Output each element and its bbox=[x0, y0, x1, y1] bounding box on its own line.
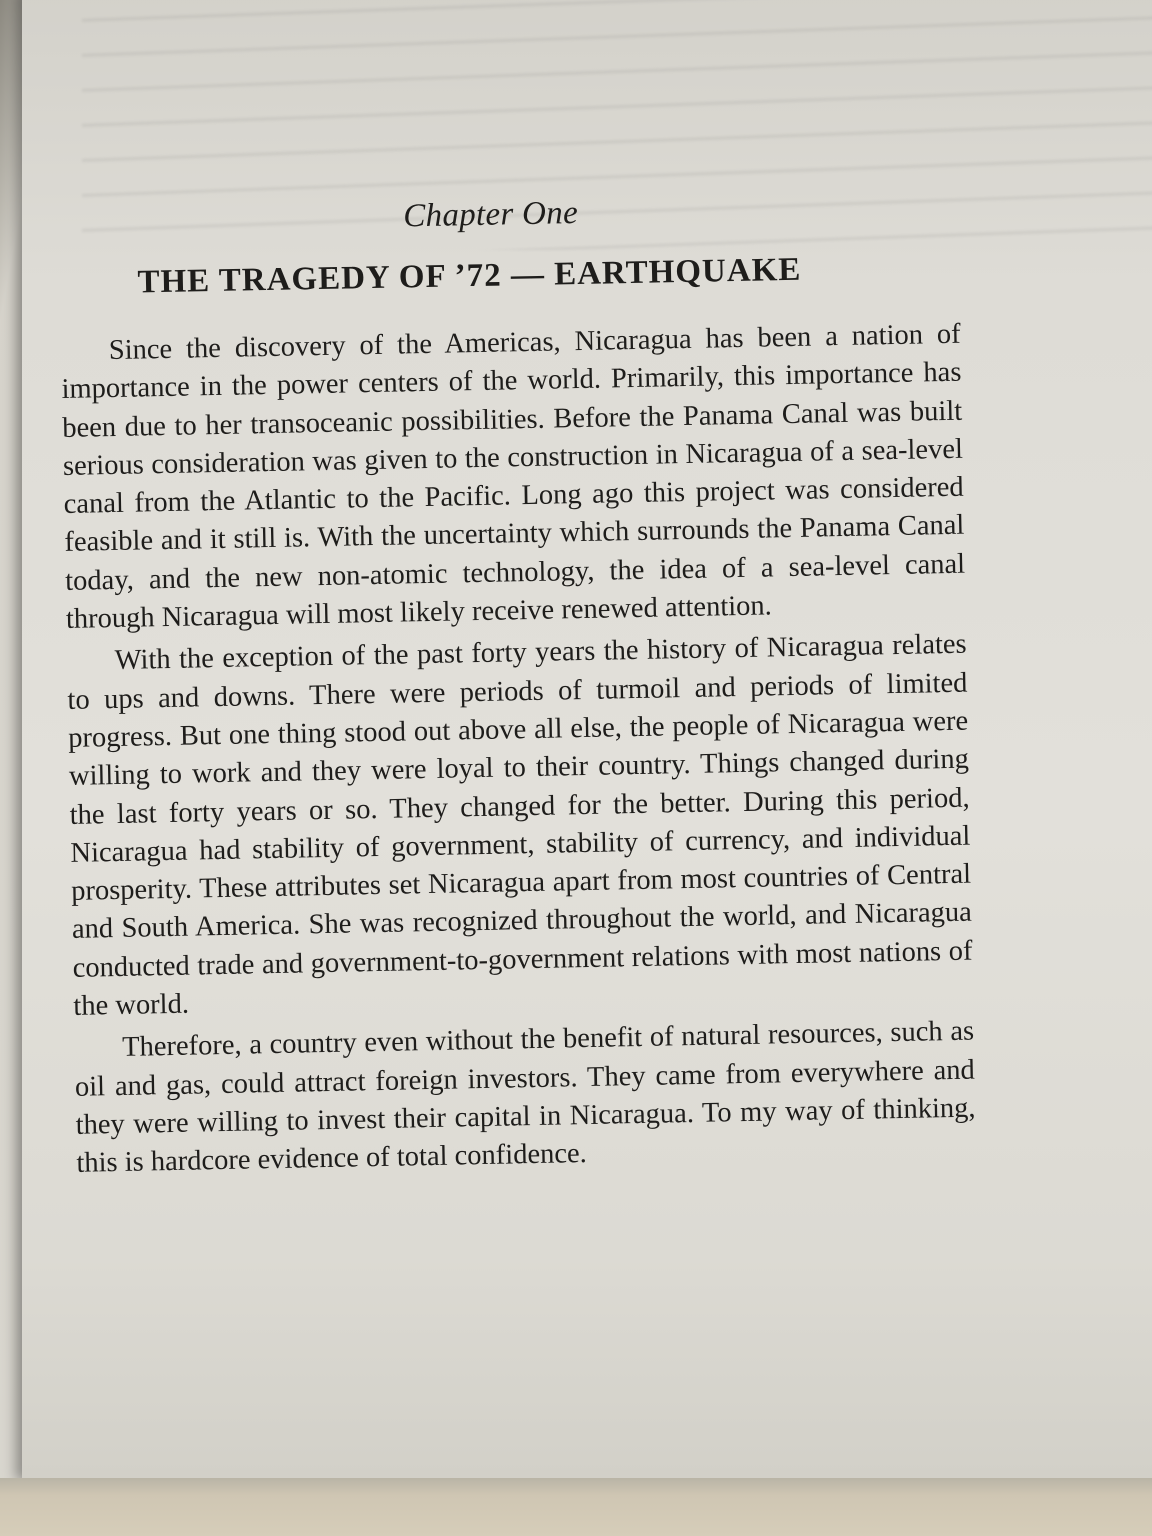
page-text bbox=[58, 188, 977, 1184]
chapter-label: Chapter One bbox=[402, 195, 579, 235]
paragraph-1: Since the discovery of the Americas, Nicaragua has been a nation of importance in the power centers of the world. Primarily, this importance has been due to her transoceanic possibilities. Before the Panama Canal was built serious consideration was given to the construction in Nicaragua of a sea-level canal from the Atlantic to the Pacific. Long ago this project was considered feasible and it still is. With the uncertainty which surrounds the Panama Canal today, and the new non-atomic technology, the idea of a sea-level canal through Nicaragua will most likely receive renewed attention. bbox=[61, 318, 966, 635]
page-edge bbox=[0, 1478, 1152, 1536]
chapter-title: THE TRAGEDY OF ’72 — EARTHQUAKE bbox=[137, 251, 802, 301]
paragraph-2: With the exception of the past forty years the history of Nicaragua relates to ups and downs. There were periods of turmoil and periods of limited progress. But one thing stood out above all else, the people of Nicaragua were willing to work and they were loyal to their country. Things changed during the last forty years or so. They changed for the better. During this period, Nicaragua had stability of government, stability of currency, and individual prosperity. These attributes set Nicaragua apart from most countries of Central and South America. She was recognized throughout the world, and Nicaragua conducted trade and government-to-government relations with most nations of the world. bbox=[67, 629, 973, 1022]
paragraph-3: Therefore, a country even without the benefit of natural resources, such as oil and gas, could attract foreign investors. They came from everywhere and they were willing to invest their capital in Nicaragua. To my way of thinking, this is hardcore evidence of total confidence. bbox=[74, 1015, 976, 1180]
